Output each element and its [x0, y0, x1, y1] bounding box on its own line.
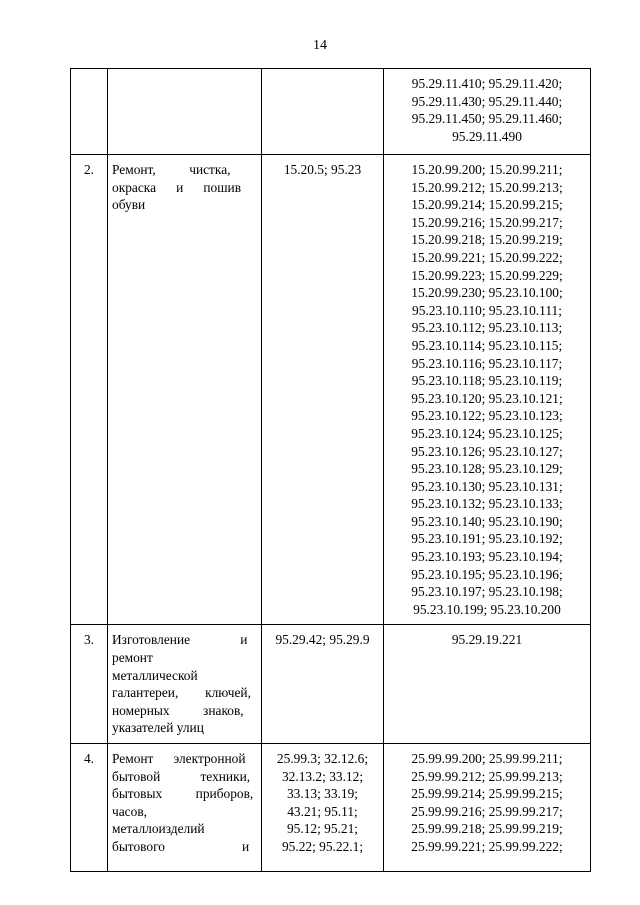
service-name-line: металлической [112, 667, 198, 683]
okved-code-cell [262, 155, 384, 625]
okved-code-cell [262, 744, 384, 872]
okpd-code-line: 15.20.99.200; 15.20.99.211; [411, 162, 563, 177]
okpd-code-line: 15.20.99.230; 95.23.10.100; [411, 285, 563, 301]
okpd-code-line: 15.20.99.218; 15.20.99.219; [411, 232, 563, 248]
okpd-code-cell [384, 625, 591, 744]
activity-codes-table [70, 68, 591, 872]
service-name-line: Изготовление и [112, 632, 248, 648]
okved-code-cell [262, 625, 384, 744]
okved-code-line: 95.29.42; 95.29.9 [275, 632, 370, 648]
okpd-code-line: 15.20.99.216; 15.20.99.217; [411, 214, 563, 230]
okpd-code-line: 95.23.10.116; 95.23.10.117; [411, 355, 563, 371]
service-name-line: бытовой техники, [112, 768, 251, 784]
row-number-cell [71, 155, 108, 625]
okpd-code-cell [384, 69, 591, 155]
table-row [71, 69, 591, 155]
service-name-cell [108, 69, 262, 155]
okved-code-line: 32.13.2; 33.12; [281, 768, 364, 784]
okpd-code-line: 95.23.10.120; 95.23.10.121; [411, 390, 563, 406]
okpd-code-line: 15.20.99.221; 15.20.99.222; [411, 249, 563, 265]
okved-code-cell [262, 69, 384, 155]
service-name-line: часов, [112, 803, 147, 819]
table-row [71, 155, 591, 625]
row-number-cell [71, 69, 108, 155]
table-row [71, 625, 591, 744]
okpd-code-line: 95.29.19.221 [451, 632, 523, 648]
okpd-code-line: 95.23.10.193; 95.23.10.194; [411, 549, 563, 565]
service-name-line: галантереи, ключей, [112, 685, 251, 701]
row-number: 2. [83, 162, 95, 177]
okpd-code-line: 95.29.11.430; 95.29.11.440; [411, 93, 563, 109]
okpd-code-line: 95.23.10.110; 95.23.10.111; [412, 302, 562, 318]
okpd-code-line: 95.23.10.132; 95.23.10.133; [411, 496, 563, 512]
service-name-line: номерных знаков, [112, 702, 244, 718]
okpd-code-cell [384, 744, 591, 872]
service-name-line: бытового и [112, 838, 250, 854]
okpd-code-line: 95.23.10.128; 95.23.10.129; [411, 461, 563, 477]
okpd-code-line: 95.29.11.410; 95.29.11.420; [411, 76, 563, 91]
service-name-line: металлоизделий [112, 821, 205, 837]
row-number: 4. [83, 751, 95, 766]
row-number-cell [71, 744, 108, 872]
service-name-cell [108, 625, 262, 744]
okpd-code-line: 25.99.99.221; 25.99.99.222; [411, 838, 563, 854]
service-name-line: обуви [112, 197, 146, 213]
service-name-cell [108, 155, 262, 625]
okpd-code-line: 15.20.99.212; 15.20.99.213; [411, 179, 563, 195]
okpd-code-line: 25.99.99.212; 25.99.99.213; [411, 768, 563, 784]
okpd-code-cell [384, 155, 591, 625]
service-name-line: бытовых приборов, [112, 786, 254, 802]
okpd-code-line: 95.23.10.114; 95.23.10.115; [411, 337, 563, 353]
okpd-code-line: 95.23.10.197; 95.23.10.198; [411, 584, 563, 600]
service-name-line: окраска и пошив [112, 179, 242, 195]
okved-code-line: 95.22; 95.22.1; [281, 838, 364, 854]
page-number: 14 [313, 38, 327, 53]
okved-code-line: 25.99.3; 32.12.6; [276, 751, 369, 766]
okpd-code-line: 95.23.10.140; 95.23.10.190; [411, 513, 563, 529]
okpd-code-line: 95.23.10.124; 95.23.10.125; [411, 425, 563, 441]
row-number [71, 69, 107, 75]
okpd-code-line: 25.99.99.214; 25.99.99.215; [411, 786, 563, 802]
table-row [71, 744, 591, 872]
service-name-line: Ремонт, чистка, [112, 162, 231, 177]
row-number: 3. [83, 632, 95, 648]
table-body [71, 69, 591, 872]
service-name-line: указателей улиц [112, 720, 204, 736]
okpd-code-line: 15.20.99.214; 15.20.99.215; [411, 197, 563, 213]
okpd-code-line: 15.20.99.223; 15.20.99.229; [411, 267, 563, 283]
okpd-code-line: 95.23.10.191; 95.23.10.192; [411, 531, 563, 547]
row-number-cell [71, 625, 108, 744]
okpd-code-line: 95.23.10.126; 95.23.10.127; [411, 443, 563, 459]
okved-code-line: 95.12; 95.21; [286, 821, 359, 837]
okpd-code-line: 95.23.10.195; 95.23.10.196; [411, 566, 563, 582]
okpd-code-line: 25.99.99.218; 25.99.99.219; [411, 821, 563, 837]
okpd-code-line: 25.99.99.200; 25.99.99.211; [411, 751, 563, 766]
service-name-cell [108, 744, 262, 872]
okved-code-line: 33.13; 33.19; [286, 786, 359, 802]
okpd-code-line: 25.99.99.216; 25.99.99.217; [411, 803, 563, 819]
service-name-line: ремонт [112, 650, 153, 666]
okpd-code-line: 95.23.10.112; 95.23.10.113; [411, 320, 563, 336]
okpd-code-line: 95.29.11.490 [452, 128, 522, 144]
okpd-code-line: 95.29.11.450; 95.29.11.460; [411, 111, 563, 127]
okpd-code-line: 95.23.10.130; 95.23.10.131; [411, 478, 563, 494]
okpd-code-line: 95.23.10.122; 95.23.10.123; [411, 408, 563, 424]
okpd-code-line: 95.23.10.199; 95.23.10.200 [413, 601, 561, 617]
okved-code-line: 43.21; 95.11; [287, 803, 358, 819]
okpd-code-line: 95.23.10.118; 95.23.10.119; [411, 373, 563, 389]
okved-code-line: 15.20.5; 95.23 [283, 162, 362, 177]
service-name-line: Ремонт электронной [112, 751, 246, 766]
